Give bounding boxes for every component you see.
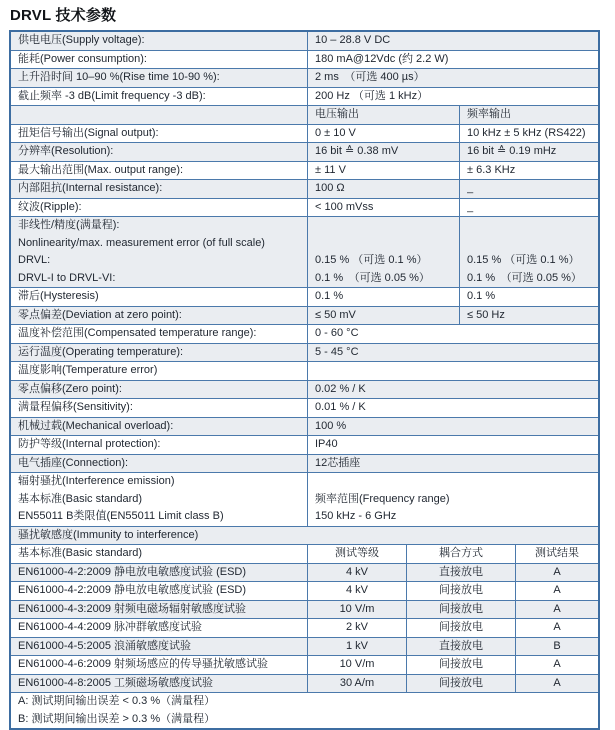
spec-table xyxy=(9,30,600,730)
emc-header-result: 测试结果 xyxy=(515,545,598,563)
spec-value: 100 % xyxy=(307,418,598,436)
emc-header-level: 测试等级 xyxy=(307,545,406,563)
table-row xyxy=(11,435,598,454)
spec-label xyxy=(11,106,307,124)
spec-label: 扭矩信号输出(Signal output): xyxy=(18,126,159,139)
spec-value-frequency: ± 6.3 KHz xyxy=(459,162,598,180)
emc-coupling: 直接放电 xyxy=(406,564,515,582)
emc-header-coupling: 耦合方式 xyxy=(406,545,515,563)
emc-standard: EN61000-4-2:2009 静电放电敏感度试验 (ESD) xyxy=(18,584,247,596)
emc-standard: EN61000-4-6:2009 射频场感应的传导骚扰敏感试验 xyxy=(18,658,269,670)
spec-value xyxy=(307,362,598,380)
table-row xyxy=(11,398,598,417)
spec-value-voltage: 0.15 % （可选 0.1 %） 0.1 % （可选 0.05 %） xyxy=(307,217,459,287)
spec-value-frequency: ≤ 50 Hz xyxy=(459,307,598,325)
spec-value-voltage: ≤ 50 mV xyxy=(307,307,459,325)
emc-coupling: 间接放电 xyxy=(406,656,515,674)
spec-value-frequency: 10 kHz ± 5 kHz (RS422) xyxy=(459,125,598,143)
spec-label: 满量程偏移(Sensitivity): xyxy=(18,401,133,413)
spec-value: 频率范围(Frequency range) 150 kHz - 6 GHz xyxy=(307,473,598,526)
table-row xyxy=(11,68,598,87)
spec-value-voltage: ± 11 V xyxy=(307,162,459,180)
spec-value: 12芯插座 xyxy=(307,455,598,473)
spec-value: 10 – 28.8 V DC xyxy=(307,32,598,50)
table-row xyxy=(11,179,598,198)
emc-level: 30 A/m xyxy=(307,675,406,693)
table-row xyxy=(11,216,598,287)
spec-value: 0.02 % / K xyxy=(307,381,598,399)
spec-label: 截止频率 -3 dB(Limit frequency -3 dB): xyxy=(18,89,206,102)
emc-result: A xyxy=(515,564,598,582)
emc-level: 4 kV xyxy=(307,564,406,582)
table-row xyxy=(11,454,598,473)
spec-value: 0 - 60 °C xyxy=(307,325,598,343)
table-row xyxy=(11,343,598,362)
spec-label: 辐射骚扰(Interference emission) 基本标准(Basic standard) EN55011 B类限值(EN55011 Limit class B) xyxy=(18,475,224,522)
emc-result: A xyxy=(515,601,598,619)
spec-label: 机械过载(Mechanical overload): xyxy=(18,419,174,432)
page-title: DRVL 技术参数 xyxy=(10,7,117,24)
emc-header-standard: 基本标准(Basic standard) xyxy=(18,547,143,559)
table-row xyxy=(11,287,598,306)
spec-label: 供电电压(Supply voltage): xyxy=(18,34,145,46)
spec-label: 零点偏移(Zero point): xyxy=(18,382,122,395)
table-row xyxy=(11,161,598,180)
spec-value: 0.01 % / K xyxy=(307,399,598,417)
emc-level: 10 V/m xyxy=(307,656,406,674)
table-row xyxy=(11,655,598,674)
table-row xyxy=(11,600,598,619)
emc-coupling: 直接放电 xyxy=(406,638,515,656)
table-row xyxy=(11,87,598,106)
emc-standard: EN61000-4-4:2009 脉冲群敏感度试验 xyxy=(18,621,203,633)
output-col-header-voltage: 电压输出 xyxy=(307,106,459,124)
emc-level: 4 kV xyxy=(307,582,406,600)
table-row xyxy=(11,581,598,600)
table-row xyxy=(11,50,598,69)
spec-label: 温度影响(Temperature error) xyxy=(18,364,158,376)
table-row xyxy=(11,124,598,143)
spec-value-frequency: 0.15 % （可选 0.1 %） 0.1 % （可选 0.05 %） xyxy=(459,217,598,287)
table-row xyxy=(11,306,598,325)
table-row xyxy=(11,198,598,217)
output-col-header-frequency: 频率输出 xyxy=(459,106,598,124)
spec-label: 温度补偿范围(Compensated temperature range): xyxy=(18,327,257,339)
spec-value: 2 ms （可选 400 µs） xyxy=(307,69,598,87)
table-row xyxy=(11,142,598,161)
table-row xyxy=(11,417,598,436)
emc-level: 10 V/m xyxy=(307,601,406,619)
spec-label: 零点偏差(Deviation at zero point): xyxy=(18,308,182,321)
table-row xyxy=(11,380,598,399)
spec-label: 非线性/精度(满量程): Nonlinearity/max. measurement error (of full scale) DRVL: DRVL-I to DRVL-VI: xyxy=(18,219,265,284)
emc-level: 2 kV xyxy=(307,619,406,637)
emc-result: A xyxy=(515,675,598,693)
emc-result: A xyxy=(515,582,598,600)
spec-label: 防护等级(Internal protection): xyxy=(18,438,161,450)
spec-label: 运行温度(Operating temperature): xyxy=(18,345,184,358)
spec-value-frequency: _ xyxy=(459,180,598,198)
spec-value-frequency: 16 bit ≙ 0.19 mHz xyxy=(459,143,598,161)
spec-value: 5 - 45 °C xyxy=(307,344,598,362)
table-row xyxy=(11,544,598,563)
section-header-immunity: 骚扰敏感度(Immunity to interference) xyxy=(18,528,199,541)
table-row xyxy=(11,105,598,124)
emc-level: 1 kV xyxy=(307,638,406,656)
emc-result: A xyxy=(515,656,598,674)
table-row xyxy=(11,361,598,380)
spec-label: 内部阻抗(Internal resistance): xyxy=(18,182,163,194)
spec-label: 上升沿时间 10–90 %(Rise time 10-90 %): xyxy=(18,71,220,83)
emc-standard: EN61000-4-2:2009 静电放电敏感度试验 (ESD) xyxy=(18,565,247,578)
emc-coupling: 间接放电 xyxy=(406,601,515,619)
emc-standard: EN61000-4-8:2005 工频磁场敏感度试验 xyxy=(18,676,214,689)
table-row xyxy=(11,618,598,637)
spec-label: 能耗(Power consumption): xyxy=(18,52,147,65)
table-row xyxy=(11,692,598,728)
spec-value-voltage: 0 ± 10 V xyxy=(307,125,459,143)
spec-value-frequency: 0.1 % xyxy=(459,288,598,306)
spec-label: 最大输出范围(Max. output range): xyxy=(18,163,184,176)
spec-label: 滞后(Hysteresis) xyxy=(18,290,99,302)
emc-result: B xyxy=(515,638,598,656)
table-row xyxy=(11,32,598,50)
spec-label: 分辨率(Resolution): xyxy=(18,145,114,157)
emc-result: A xyxy=(515,619,598,637)
spec-value: IP40 xyxy=(307,436,598,454)
spec-value-voltage: < 100 mVss xyxy=(307,199,459,217)
spec-value-frequency: _ xyxy=(459,199,598,217)
table-row xyxy=(11,526,598,545)
emc-standard: EN61000-4-3:2009 射频电磁场辐射敏感度试验 xyxy=(18,602,247,615)
table-row xyxy=(11,563,598,582)
table-row xyxy=(11,674,598,693)
table-row xyxy=(11,324,598,343)
spec-value-voltage: 100 Ω xyxy=(307,180,459,198)
table-row xyxy=(11,637,598,656)
spec-value: 180 mA@12Vdc (约 2.2 W) xyxy=(307,51,598,69)
spec-value-voltage: 16 bit ≙ 0.38 mV xyxy=(307,143,459,161)
emc-coupling: 间接放电 xyxy=(406,675,515,693)
spec-value: 200 Hz （可选 1 kHz） xyxy=(307,88,598,106)
emc-coupling: 间接放电 xyxy=(406,582,515,600)
emc-coupling: 间接放电 xyxy=(406,619,515,637)
emc-standard: EN61000-4-5:2005 浪涌敏感度试验 xyxy=(18,639,192,652)
spec-label: 电气插座(Connection): xyxy=(18,456,129,469)
spec-label: 纹波(Ripple): xyxy=(18,200,82,213)
table-row xyxy=(11,472,598,526)
spec-value-voltage: 0.1 % xyxy=(307,288,459,306)
footnotes: A: 测试期间输出误差 < 0.3 %（满量程） B: 测试期间输出误差 > 0.3 %（满量程） xyxy=(18,695,216,725)
